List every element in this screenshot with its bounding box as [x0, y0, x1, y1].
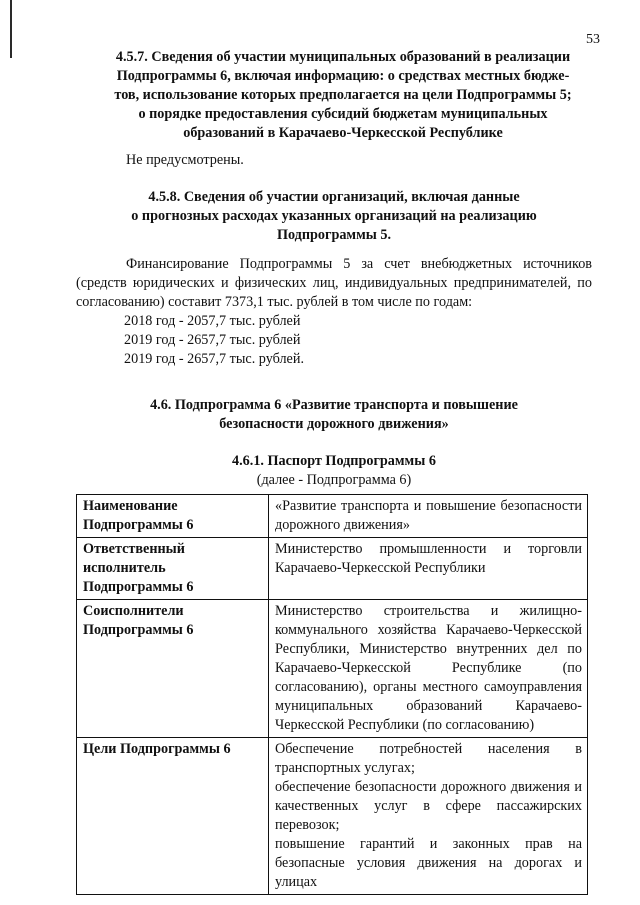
heading-line: Подпрограммы 6, включая информацию: о средствах местных бюдже-	[116, 68, 570, 84]
heading-line: образований в Карачаево-Черкесской Республике	[183, 125, 503, 141]
document-body	[76, 48, 592, 490]
row-label: Наименование Подпрограммы 6	[77, 495, 269, 538]
year-item: 2018 год - 2057,7 тыс. рублей	[124, 313, 301, 329]
heading-line: Подпрограммы 5.	[276, 227, 392, 243]
row-value-goals	[269, 738, 588, 895]
page-number: 53	[586, 32, 600, 47]
year-item: 2019 год - 2657,7 тыс. рублей	[124, 332, 301, 348]
row-value: Министерство промышленности и торговли Карачаево-Черкесской Республики	[269, 538, 588, 600]
goal-item: обеспечение безопасности дорожного движения и качественных услуг в сфере пассажирских перевозок;	[275, 779, 582, 833]
row-value: «Развитие транспорта и повышение безопасности дорожного движения»	[269, 495, 588, 538]
table-row	[77, 600, 588, 738]
year-item: 2019 год - 2657,7 тыс. рублей.	[124, 351, 304, 367]
row-label: Цели Подпрограммы 6	[77, 738, 269, 895]
financing-paragraph: Финансирование Подпрограммы 5 за счет внебюджетных источников (средств юридических и физических лиц, индивидуальных предпринимателей, по согласованию) составит 7373,1 тыс. рублей в том числе по годам:	[76, 256, 592, 310]
heading-line: безопасности дорожного движения»	[219, 416, 449, 432]
heading-line: 4.6. Подпрограмма 6 «Развитие транспорта и повышение	[150, 397, 518, 413]
section-4-5-7-text: Не предусмотрены.	[126, 152, 244, 168]
section-4-6-heading	[76, 396, 592, 434]
table-row	[77, 495, 588, 538]
table-row	[77, 538, 588, 600]
goal-item: Обеспечение потребностей населения в транспортных услугах;	[275, 741, 582, 776]
heading-line: о прогнозных расходах указанных организаций на реализацию	[131, 208, 537, 224]
section-4-5-7-heading	[86, 48, 600, 143]
section-4-6-1-subtitle: (далее - Подпрограмма 6)	[256, 472, 412, 488]
left-margin-line	[10, 0, 12, 58]
heading-line: о порядке предоставления субсидий бюджетам муниципальных	[138, 106, 548, 122]
goal-item: повышение гарантий и законных прав на безопасные условия движения на дорогах и улицах	[275, 836, 582, 890]
heading-line: 4.5.8. Сведения об участии организаций, включая данные	[148, 189, 520, 205]
passport-table	[76, 494, 588, 895]
row-value: Министерство строительства и жилищно-коммунального хозяйства Карачаево-Черкесской Республики, Министерство внутренних дел по Карачаево-Черкесской Республике (по согласованию), органы местного самоуправления муниципальных образований Карачаево-Черкесской Республики (по согласованию)	[269, 600, 588, 738]
years-list	[124, 312, 592, 369]
heading-line: 4.5.7. Сведения об участии муниципальных образований в реализации	[115, 49, 571, 65]
row-label: Соисполнители Подпрограммы 6	[77, 600, 269, 738]
row-label: Ответственный исполнитель Подпрограммы 6	[77, 538, 269, 600]
table-row	[77, 738, 588, 895]
section-4-6-1-heading: 4.6.1. Паспорт Подпрограммы 6	[232, 453, 436, 469]
section-4-5-8-heading	[76, 188, 592, 245]
heading-line: тов, использование которых предполагается на цели Подпрограммы 5;	[114, 87, 572, 103]
